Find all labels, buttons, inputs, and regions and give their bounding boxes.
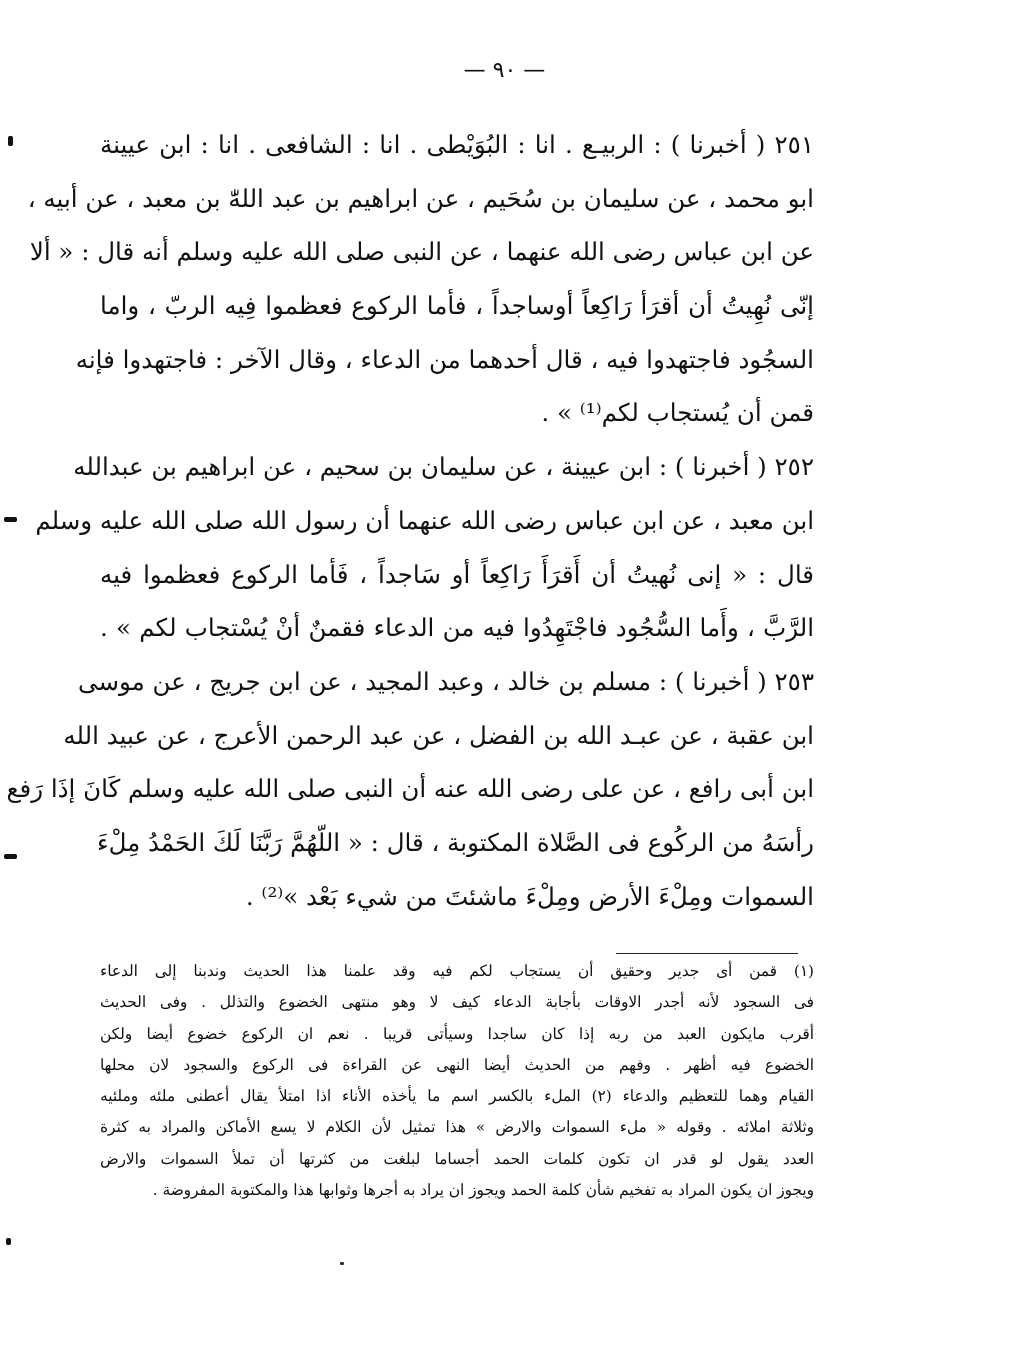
main-text (6, 118, 815, 923)
scan-speck (340, 1262, 344, 1265)
text-line: عن ابن عباس رضى الله عنهما ، عن النبى صلى الله عليه وسلم أنه قال : « ألا (29, 237, 814, 267)
footnote-line: وثلاثة املائه . وقوله « ملء السموات والارض » هذا تمثيل لأن الكلام لا يسع الأماكن والمراد به كثرة (100, 1118, 814, 1137)
footnote-line: أقرب مايكون العبد من ربه إذا كان ساجدا وسيأتى قريبا . نعم ان الركوع خضوع أيضا ولكن (100, 1024, 814, 1043)
footnote-line: فى السجود لأنه أجدر الاوقات بأجابة الدعاء كيف لا وهو منتهى الخضوع والتذلل . وفى الحديث (100, 993, 814, 1012)
text-line: ابو محمد ، عن سليمان بن سُحَيم ، عن ابراهيم بن عبد اللهّٰ بن معبد ، عن أبيه ، (27, 183, 814, 213)
footnotes (100, 956, 814, 1206)
text-line: ابن معبد ، عن ابن عباس رضى الله عنهما أن رسول الله صلى الله عليه وسلم (35, 505, 814, 535)
footnote-divider (616, 953, 798, 954)
margin-scan-mark (4, 517, 17, 522)
text-line: قمن أن يُستجاب لكم⁽¹⁾ » . (541, 398, 814, 428)
page-number: — ٩٠ — (463, 58, 546, 83)
footnote-line: (١) قمن أى جدير وحقيق أن يستجاب لكم فيه وقد علمنا هذا الحديث وندبنا إلى الدعاء (100, 962, 814, 980)
text-line: الرَّبَّ ، وأَما السُّجُود فاجْتَهِدُوا فيه من الدعاء فقمنٌ أنْ يُسْتجاب لكم » . (100, 613, 815, 643)
text-line: السموات ومِلْءَ الأرض ومِلْءَ ماشئتَ من شيء بَعْد »⁽²⁾ . (245, 881, 814, 911)
margin-scan-mark (8, 136, 13, 146)
text-line: إنّى نُهِيتُ أن أقرَأ رَاكِعاً أوساجداً ، فأما الركوع فعظموا فِيه الربّ ، واما (100, 291, 814, 321)
text-line: ٢٥٢ ( أخبرنا ) : ابن عيينة ، عن سليمان بن سحيم ، عن ابراهيم بن عبدالله (73, 452, 814, 482)
text-line: السجُود فاجتهدوا فيه ، قال أحدهما من الدعاء ، وقال الآخر : فاجتهدوا فإنه (75, 344, 814, 374)
margin-scan-mark (4, 854, 17, 859)
text-line: ابن عقبة ، عن عبـد الله بن الفضل ، عن عبد الرحمن الأعرج ، عن عبيد الله (63, 720, 814, 750)
text-line: ٢٥٣ ( أخبرنا ) : مسلم بن خالد ، وعبد المجيد ، عن ابن جريج ، عن موسى (78, 666, 814, 696)
footnote-line: العدد يقول لو قدر ان تكون كلمات الحمد أجساما لبلغت من كثرتها أن تملأ السموات والارض (100, 1149, 814, 1168)
footnote-line: ويجوز ان يكون المراد به تفخيم شأن كلمة الحمد ويجوز ان يراد به أجرها وثوابها هذا والمكتوبة المفروضة . (152, 1181, 814, 1200)
text-line: قال : « إنى نُهيتُ أن أَقرَأَ رَاكِعاً أو سَاجداً ، فَأما الركوع فعظموا فيه (100, 559, 814, 589)
footnote-line: الخضوع فيه أظهر . وفهم من الحديث أيضا النهى عن القراءة فى الركوع والسجود لان محلها (100, 1055, 814, 1074)
margin-scan-mark (6, 1238, 11, 1245)
text-line: ابن أبى رافع ، عن على رضى الله عنه أن النبى صلى الله عليه وسلم كَانَ إذَا رَفع (6, 774, 814, 804)
text-line: رأسَهُ من الركُوع فى الصَّلاة المكتوبة ، قال : « اللّهُمَّ رَبَّنَا لَكَ الحَمْدُ مِلْءَ (97, 827, 814, 857)
footnote-line: القيام وهما للتعظيم والدعاء (٢) الملء بالكسر اسم ما يأخذه الأناء اذا امتلأ يقال أعطنى ملئه وملئيه (100, 1087, 814, 1106)
text-line: ٢٥١ ( أخبرنا ) : الربيـع . انا : البُوَيْطى . انا : الشافعى . انا : ابن عيينة (100, 130, 814, 159)
